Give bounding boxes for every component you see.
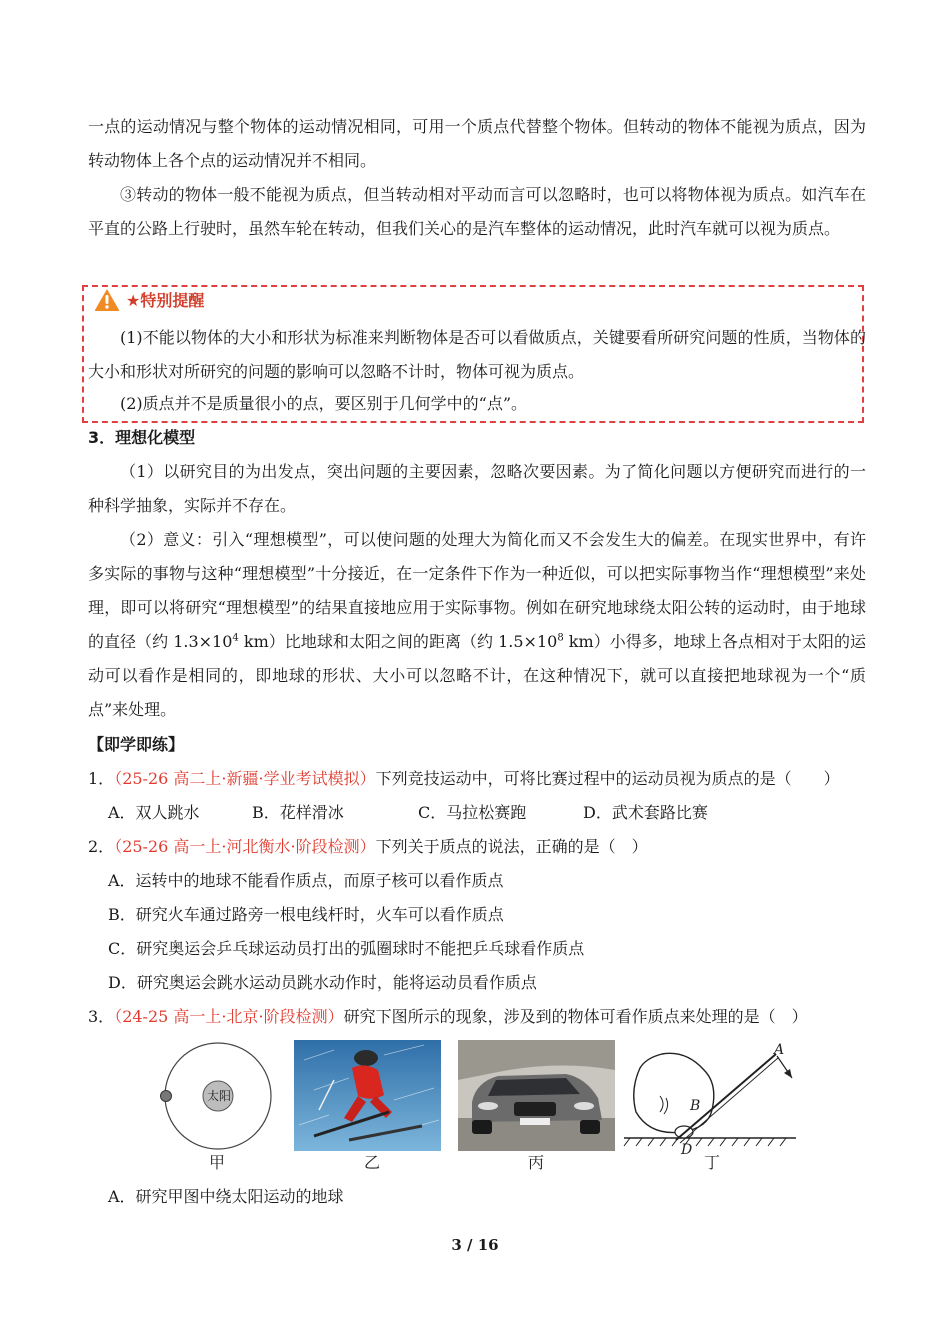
section-3-heading: 3．理想化模型 [88, 428, 196, 447]
question-number: 3． [88, 1007, 115, 1026]
figure-label-jia: 甲 [209, 1153, 226, 1172]
intro-paragraph-1: 一点的运动情况与整个物体的运动情况相同，可用一个质点代替整个物体。但转动的物体不能视为质点，因为转动物体上各个点的运动情况并不相同。 [88, 117, 866, 170]
lever-label-d: D [681, 1142, 693, 1158]
lever-diagram [620, 1040, 800, 1152]
sun-label: 太阳 [207, 1089, 232, 1103]
intro-paragraph-2: ③转动的物体一般不能视为质点，但当转动相对平动而言可以忽略时，也可以将物体视为质点。如汽车在平直的公路上行驶时，虽然车轮在转动，但我们关心的是汽车整体的运动情况，此时汽车就可以视为质点。 [88, 185, 866, 238]
question-source: （25-26 高二上·新疆·学业考试模拟） [114, 769, 376, 788]
question-stem: 研究下图所示的现象，涉及到的物体可看作质点来处理的是（ ） [343, 1007, 808, 1026]
figure-label-ding: 丁 [704, 1153, 721, 1172]
section-3-paragraph-1: （1）以研究目的为出发点，突出问题的主要因素，忽略次要因素。为了简化问题以方便研究而进行的一种科学抽象，实际并不存在。 [88, 462, 866, 515]
figure-label-bing: 丙 [528, 1153, 545, 1172]
question-1 [88, 762, 840, 796]
q2-option-b: B．研究火车通过路旁一根电线杆时，火车可以看作质点 [108, 905, 504, 924]
q1-option-b: B．花样滑冰 [252, 803, 344, 822]
question-source: （25-26 高一上·河北衡水·阶段检测） [114, 837, 376, 856]
q1-option-a: A．双人跳水 [108, 803, 200, 822]
question-stem: 下列关于质点的说法，正确的是（ ） [375, 837, 648, 856]
section-3-paragraph-2: （2）意义：引入“理想模型”，可以使问题的处理大为简化而又不会发生大的偏差。在现实世界中，有许多实际的事物与这种“理想模型”十分接近，在一定条件下作为一种近似，可以把实际事物当作“理想模型”来处理，即可以将研究“理想模型”的结果直接地应用于实际事物。例如在研究地球绕太阳公转的运动时，由于地球的直径（约 $1.3\times 10^4$ km）比地球和太阳之间的距离（约 $1.5\times 10^8$ km）小得多，地球上各点相对于太阳的运动可以看作是相同的，即地球的形状、大小可以忽略不计，在这种情况下，就可以直接把地球视为一个“质点”来处理。 [88, 530, 866, 719]
skier-photo [294, 1040, 441, 1151]
question-2 [88, 830, 648, 864]
warning-icon [94, 288, 120, 312]
lever-label-a: A [774, 1042, 785, 1058]
question-number: 1． [88, 769, 115, 788]
page-number: 3 / 16 [451, 1236, 499, 1254]
q1-option-c: C．马拉松赛跑 [418, 803, 527, 822]
question-3 [88, 1000, 808, 1034]
q1-option-d: D．武术套路比赛 [583, 803, 708, 822]
q3-option-a: A．研究甲图中绕太阳运动的地球 [108, 1187, 344, 1206]
reminder-item-1: (1)不能以物体的大小和形状为标准来判断物体是否可以看做质点，关键要看所研究问题的性质，当物体的大小和形状对所研究的问题的影响可以忽略不计时，物体可视为质点。 [88, 328, 866, 381]
q2-option-c: C．研究奥运会乒乓球运动员打出的弧圈球时不能把乒乓球看作质点 [108, 939, 585, 958]
lever-label-b: B [690, 1098, 701, 1114]
q2-option-a: A．运转中的地球不能看作质点，而原子核可以看作质点 [108, 871, 504, 890]
q2-option-d: D．研究奥运会跳水运动员跳水动作时，能将运动员看作质点 [108, 973, 537, 992]
figure-label-yi: 乙 [364, 1153, 381, 1172]
car-photo [458, 1040, 615, 1151]
practice-heading: 【即学即练】 [88, 735, 185, 754]
reminder-item-2: (2)质点并不是质量很小的点，要区别于几何学中的“点”。 [120, 394, 528, 413]
question-source: （24-25 高一上·北京·阶段检测） [114, 1007, 344, 1026]
reminder-title: ★特别提醒 [126, 291, 205, 310]
question-number: 2． [88, 837, 115, 856]
question-stem: 下列竞技运动中，可将比赛过程中的运动员视为质点的是（ ） [375, 769, 840, 788]
